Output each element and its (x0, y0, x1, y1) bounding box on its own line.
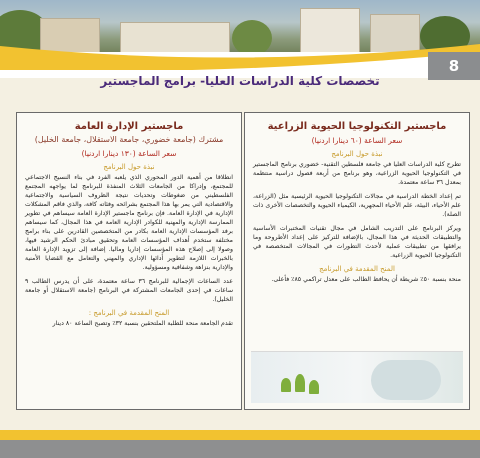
grant-text: منحة بنسبة ٥٠٪ شريطة أن يحافظ الطالب على معدل تراكمي ٨٥٪ فأعلى. (271, 276, 461, 283)
program-title: ماجستير التكنولوجيا الحيوية الزراعية (267, 121, 447, 132)
section-heading-grants: المنح المقدمة في البرنامج (319, 265, 395, 273)
program-price: سعر الساعة (١٣٠ دينارا اردنيا) (81, 149, 177, 158)
page-number: 8 (428, 52, 480, 80)
program-description (17, 171, 241, 304)
page-title: تخصصات كلية الدراسات العليا- برامج الماجستير (100, 74, 380, 88)
description-paragraph: ويركز البرنامج على التدريب الشامل في مجال تقنيات المختبرات الأساسية والتطبيقات الحديثة في هذا المجال، بالإضافة للتركيز على إعداد الأطروحة وما يرافقها من تطبيقات عملية لأحدث التطورات في المجالات المتخصصة في التكنولوجيا الحيوية الزراعية. (253, 225, 461, 259)
footer-bar (0, 428, 480, 458)
section-heading-grants: المنح المقدمة في البرنامج : (88, 309, 170, 317)
program-price: سعر الساعة (٦٠ دينارا اردنيا) (311, 136, 403, 145)
footer-gray-stripe (0, 440, 480, 458)
program-title: ماجستير الإدارة العامة (74, 121, 184, 132)
section-heading-about: نبذة حول البرنامج (331, 150, 383, 158)
description-paragraph: انطلاقا من أهمية الدور المحوري الذي يلعبه الفرد في بناء النسيج الاجتماعي للمجتمع، وإدراكا من الجامعات الثلاث المنفذة للبرنامج لما يواجهه المجتمع الفلسطيني من ضغوطات وتحديات نتيجة الظروف السياسية والاجتماعية والاقتصادية التي يمر بها هذا المجتمع بشرائحه وفئاته كافة، والذي فاقم المشكلات الإدارية في الإدارة العامة. فإن برنامج ماجستير الإدارة العامة سيساهم في تطوير الممارسة الإدارية والمهنية للكوادر الإدارية العامة في هذا المجال، كما سيساهم برفد المؤسسات الإدارية العامة بكادر من المتخصصين القادرين على بناء برامج مختلفة ستخدم أهداف المؤسسات العامة وتحقيق مبادئ الحكم الرشيد فيها، وصولا إلى إصلاح هذه المؤسسات إداريا وماليا. إضافة إلى تزويد الإدارة العامة بالخبرات اللازمة لتطوير أدائها الإداري والمهني والتعامل مع القضايا الأمنية والإدارية بنزاهة وشفافية ومسؤولية. (25, 174, 233, 271)
grant-text: تقدم الجامعة منحة للطلبة الملتحقين بنسبة ٣٢٪ وتصبح الساعة ٨٠ دينار (52, 320, 233, 327)
description-paragraph: تطرح كلية الدراسات العليا في جامعة فلسطين التقنية- خضوري برنامج الماجستير في التكنولوجيا الحيوية الزراعية، وهو برنامج من أربعة فصول دراسية منتظمة بمعدل ٣٦ ساعة معتمدة. (253, 161, 461, 186)
footer-yellow-stripe (0, 430, 480, 440)
lab-plants-photo (251, 351, 463, 403)
section-heading-about: نبذة حول البرنامج (103, 163, 155, 171)
yellow-swoosh-decoration (0, 40, 480, 70)
program-description (245, 158, 469, 260)
program-card-agri-biotech (244, 112, 470, 410)
description-paragraph: عدد الساعات الإجمالية للبرنامج ٣٦ ساعة معتمدة، على أن يدرس الطالب ٩ ساعات في إحدى الجامعات المشتركة في البرنامج (جامعة الاستقلال أو جامعة الخليل). (25, 278, 233, 303)
program-card-public-admin (16, 112, 242, 410)
program-partners: مشترك (جامعة خضوري، جامعة الاستقلال، جامعة الخليل) (34, 135, 224, 144)
description-paragraph: تم إعداد الخطة الدراسية في مجالات التكنولوجيا الحيوية الرئيسية مثل (الزراعة، علم الأحياء، البيئة، علم الأحياء المجهرية، الكيمياء الحيوية والتخصصات الأخرى ذات الصلة). (253, 193, 461, 218)
